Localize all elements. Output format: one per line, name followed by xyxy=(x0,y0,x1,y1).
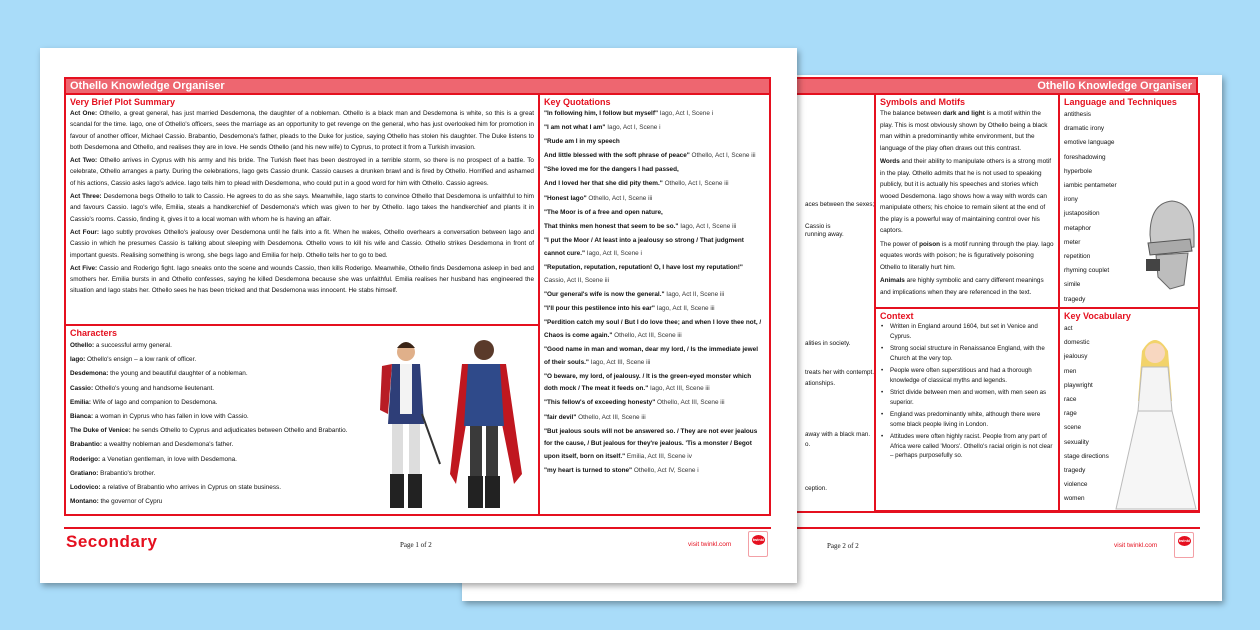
text: Emilia, Act III, Scene iv xyxy=(625,453,692,461)
bold-term: Act Two: xyxy=(70,157,98,165)
text: he sends Othello to Cyprus and adjudicates between Othello and Brabantio. xyxy=(130,427,348,435)
page-1 xyxy=(40,48,797,583)
quotation xyxy=(544,136,765,149)
text: a wealthy nobleman and Desdemona's father. xyxy=(101,441,234,449)
quotation xyxy=(544,289,765,302)
quotation xyxy=(544,317,765,343)
context-item: • People were often superstitious and had a thorough knowledge of classical myths and legends. xyxy=(880,366,1054,385)
section-heading: Key Quotations xyxy=(544,97,611,107)
text-fragment: ationships. xyxy=(805,380,836,387)
characters-illustration xyxy=(374,334,524,512)
vocabulary-section xyxy=(1058,307,1200,512)
symbol-paragraph xyxy=(880,239,1054,274)
bold-term: Montano: xyxy=(70,498,99,506)
bold-term: Act Five: xyxy=(70,264,98,272)
section-heading: Characters xyxy=(70,328,118,338)
text: Othello, Act III, Scene iii xyxy=(655,399,725,407)
text: Othello's young and handsome lieutenant. xyxy=(93,384,215,392)
plot-summary-section xyxy=(64,93,540,326)
text-fragment: ception. xyxy=(805,485,828,492)
act-summary xyxy=(70,108,534,153)
technique-item: repetition xyxy=(1064,253,1091,261)
text: The balance between xyxy=(880,110,943,117)
quotation xyxy=(544,371,765,397)
text: Cassio and Roderigo fight. Iago sneaks onto the scene and wounds Cassio, then kills Roderigo. Meanwhile, Othello finds Desdemona asleep in bed and smothers her. Emilia bursts in and Othello confesses, saying he killed Desdemona because she was unfaithful. Emilia realises her husband has engineered the situation and Iago stabs her. Othello sees he has been tricked and that Desdemona was innocent. He stabs himself. xyxy=(70,264,534,295)
technique-item: simile xyxy=(1064,281,1081,289)
technique-item: justaposition xyxy=(1064,210,1100,218)
vocabulary-item: sexuality xyxy=(1064,438,1089,446)
bold-term: The Duke of Venice: xyxy=(70,427,131,435)
text: Othello, Act I, Scene iii xyxy=(689,152,756,160)
bold-term: Act Four: xyxy=(70,228,100,236)
quotation xyxy=(544,344,765,370)
vocabulary-item: stage directions xyxy=(1064,452,1109,460)
secondary-brand: Secondary xyxy=(66,532,158,551)
bold-term: Gratiano: xyxy=(70,469,99,477)
bold-term: "In following him, I follow but myself" xyxy=(544,110,658,117)
bold-term: And little blessed with the soft phrase of peace" xyxy=(544,152,690,160)
cassio-figure xyxy=(380,342,440,508)
quotation xyxy=(544,412,765,425)
characters-section xyxy=(64,324,540,516)
bold-term: That thinks men honest that seem to be so." xyxy=(544,222,679,230)
bold-term: dark and light xyxy=(942,110,985,117)
bold-term: Brabantio: xyxy=(70,441,102,449)
bold-term: "This fellow's of exceeding honesty" xyxy=(544,399,656,407)
quotation xyxy=(544,178,765,191)
bold-term: Words xyxy=(880,158,900,165)
bold-term: Desdemona: xyxy=(70,370,109,378)
bold-term: "I am not what I am" xyxy=(544,124,606,132)
text: the governor of Cypru xyxy=(98,498,163,506)
text: Othello, a great general, has just married Desdemona, the daughter of a nobleman. Othello is a black man and Desdemona is white, so this is a great scandal for the time. Iago, one of Othello's officers, sees the marriage as an opportunity to get revenge on the general, who has just overlooked him for promotion in favour of another officer, Michael Cassio. Brabantio, Desdemona's father, pleads to the Duke for justice, saying Othello has stolen his daughter. The Duke listens to both Desdemona and Othello, and realises they are in love. He sends Othello (and his new wife) to Cyprus, to protect it from a Turkish invasion. xyxy=(70,110,534,151)
bold-term: Bianca: xyxy=(70,413,94,421)
bold-term: poison xyxy=(919,240,941,248)
bold-term: Roderigo: xyxy=(70,455,101,463)
text: Othello, Act I, Scene iii xyxy=(586,194,653,202)
technique-item: metaphor xyxy=(1064,224,1091,232)
context-item: • Written in England around 1604, but set in Venice and Cyprus. xyxy=(880,322,1054,341)
quotation xyxy=(544,221,765,234)
bold-term: "I'll pour this pestilence into his ear" xyxy=(544,304,655,312)
bold-term: And I loved her that she did pity them." xyxy=(544,180,663,188)
section-heading: Very Brief Plot Summary xyxy=(70,97,176,107)
text: Othello arrives in Cyprus with his army and his bride. The Turkish fleet has been destroyed in a terrible storm, so there is no prospect of a battle. To celebrate, Othello arranges a party. During the celebrations, Iago gets Cassio drunk. Cassio causes a drunken brawl and is fired by Othello. Horrified and ashamed of his actions, Cassio asks Iago's advice. Iago tells him to plead with Desdemona, who could put in a good word for him with Othello. Cassio agrees. xyxy=(70,157,534,187)
technique-item: tragedy xyxy=(1064,295,1086,303)
vocabulary-item: scene xyxy=(1064,424,1082,432)
quotation xyxy=(544,122,765,135)
text: a Venetian gentleman, in love with Desdemona. xyxy=(100,455,237,463)
bold-term: Animals xyxy=(880,277,905,284)
technique-item: rhyming couplet xyxy=(1064,267,1110,275)
text: Othello, Act I, Scene iii xyxy=(662,180,729,188)
twinkl-link[interactable]: visit twinkl.com xyxy=(1114,542,1158,549)
bold-term: "my heart is turned to stone" xyxy=(544,467,633,475)
quotation xyxy=(544,193,765,206)
quotation xyxy=(544,108,765,121)
symbol-paragraph xyxy=(880,275,1054,298)
othello-figure xyxy=(450,340,522,508)
page-number: Page 1 of 2 xyxy=(400,541,432,549)
act-summary xyxy=(70,227,534,261)
technique-item: hyperbole xyxy=(1064,167,1093,175)
text: Desdemona begs Othello to talk to Cassio. He agrees to do as she says. Meanwhile, Iago starts to convince Othello that Desdemona is unfaithful to him and favours Cassio. Iago's wife, Emilia, steals a handkerchief of Desdemona's which was given to her by Othello. Iago takes the handkerchief and plants it in Cassio's rooms. Cassio, finding it, gives it to a local woman with whom he is having an affair. xyxy=(70,193,534,223)
text: Iago, Act II, Scene iii xyxy=(664,290,725,298)
bold-term: "O beware, my lord, of jealousy. / It is the green-eyed monster which doth mock / The meat it feeds on." xyxy=(544,372,752,393)
bold-term: "Reputation, reputation, reputation! O, I have lost my reputation!" xyxy=(544,263,743,271)
text: Othello, Act III, Scene iii xyxy=(576,413,646,421)
vocabulary-item: violence xyxy=(1064,481,1088,489)
symbol-paragraph xyxy=(880,156,1054,237)
quotation xyxy=(544,207,765,220)
technique-item: foreshadowing xyxy=(1064,153,1106,161)
text: Othello, Act IV, Scene i xyxy=(632,467,699,475)
technique-item: iambic pentameter xyxy=(1064,182,1117,190)
vocabulary-item: rage xyxy=(1064,410,1077,418)
bold-term: "Perdition catch my soul / But I do love thee; and when I love thee not, / Chaos is come again." xyxy=(544,318,762,339)
symbol-paragraph xyxy=(880,108,1054,154)
text: Iago, Act II, Scene iii xyxy=(654,304,715,312)
bold-term: Othello: xyxy=(70,342,95,349)
text: Iago, Act III, Scene iii xyxy=(648,385,710,393)
section-heading: Symbols and Motifs xyxy=(880,97,966,107)
twinkl-link[interactable]: visit twinkl.com xyxy=(688,541,732,548)
bold-term: Act Three: xyxy=(70,193,102,201)
helmet-illustration xyxy=(1140,195,1198,290)
twinkl-logo: twinkl xyxy=(748,531,768,557)
technique-item: irony xyxy=(1064,196,1078,204)
quotation xyxy=(544,262,765,288)
text: Iago, Act III, Scene iii xyxy=(588,358,651,366)
text: Iago, Act I, Scene i xyxy=(658,110,714,117)
technique-item: meter xyxy=(1064,238,1081,246)
act-summary xyxy=(70,263,534,297)
bold-term: Lodovico: xyxy=(70,484,101,492)
context-section xyxy=(874,307,1060,512)
vocabulary-item: jealousy xyxy=(1064,353,1088,361)
desdemona-illustration xyxy=(1112,331,1198,511)
vocabulary-item: playwright xyxy=(1064,381,1093,389)
act-summary xyxy=(70,155,534,189)
vocabulary-item: women xyxy=(1064,495,1085,503)
text: Iago, Act I, Scene i xyxy=(605,124,661,132)
text: Wife of Iago and companion to Desdemona. xyxy=(90,398,218,406)
text-fragment: Cassio is xyxy=(805,223,831,230)
key-quotations-section xyxy=(538,93,771,516)
bold-term: "fair devil" xyxy=(544,413,577,421)
bold-term: Cassio: xyxy=(70,384,94,392)
context-item: • England was predominantly white, although there were some black people living in London. xyxy=(880,410,1054,429)
quotation xyxy=(544,235,765,261)
text-fragment: running away. xyxy=(805,231,844,238)
vocabulary-item: domestic xyxy=(1064,339,1090,347)
text: a successful army general. xyxy=(94,342,172,349)
text: The power of xyxy=(880,240,920,248)
quotation xyxy=(544,164,765,177)
context-item: • Strong social structure in Renaissance England, with the Church at the very top. xyxy=(880,344,1054,363)
section-heading: Language and Techniques xyxy=(1064,97,1177,107)
bold-term: "Our general's wife is now the general." xyxy=(544,290,665,298)
quotation xyxy=(544,426,765,464)
text: Iago subtly provokes Othello's jealousy over Desdemona until he falls into a fit. When he wakes, Othello overhears a conversation between Iago and Cassio in which he presumes Cassio is talking about sleeping with Desdemona. Othello vows to kill his wife and Cassio. Othello strikes Desdemona in front of important guests. Realising something is wrong, she begs Iago and Emilia for help. Othello tells her to go to bed. xyxy=(70,228,534,259)
technique-item: dramatic irony xyxy=(1064,125,1105,133)
bold-term: Act One: xyxy=(70,110,98,117)
text: and their ability to manipulate others is a strong motif in the play. Othello admits that he is not used to speaking publicly, but it is actually his speeches and stories which wooed Desdemona. Iago shows how a way with words can manipulate others; his choice to remain silent at the end of the play is a powerful way of maintaining control over his captors. xyxy=(880,158,1052,234)
text: a woman in Cyprus who has fallen in love with Cassio. xyxy=(93,413,249,421)
text: Othello, Act III, Scene iii xyxy=(612,331,682,339)
bold-term: "Good name in man and woman, dear my lord, / Is the immediate jewel of their souls." xyxy=(544,345,758,366)
context-item: • Strict divide between men and women, with men seen as superior. xyxy=(880,388,1054,407)
text: the young and beautiful daughter of a nobleman. xyxy=(108,370,248,378)
text-fragment: away with a black man. xyxy=(805,431,871,438)
vocabulary-item: act xyxy=(1064,325,1073,332)
text: is a motif running through the play. Iago equates words with poison; he is figuratively poisoning Othello to literally hurt him. xyxy=(880,240,1054,271)
technique-item: emotive language xyxy=(1064,139,1115,147)
bold-term: "The Moor is of a free and open nature, xyxy=(544,208,663,216)
page-number: Page 2 of 2 xyxy=(827,542,859,550)
language-section xyxy=(1058,93,1200,309)
context-item: • Attitudes were often highly racist. People from any part of Africa were called 'Moors'. Othello's racial origin is not clear – perhaps purposefully so. xyxy=(880,432,1054,461)
text-fragment: o. xyxy=(805,441,811,448)
vocabulary-item: race xyxy=(1064,396,1077,404)
text: Iago, Act I, Scene iii xyxy=(678,222,737,230)
text: are highly symbolic and carry different meanings and implications when they are referenced in the text. xyxy=(880,277,1044,296)
act-summary xyxy=(70,191,534,225)
bold-term: "But jealous souls will not be answered so. / They are not ever jealous for the cause, / But jealous for they're jealous. 'Tis a monster / Begot upon itself, born on itself." xyxy=(544,427,758,461)
page-title: Othello Knowledge Organiser xyxy=(64,77,771,95)
quotation xyxy=(544,397,765,410)
text-fragment: treats her with contempt. xyxy=(805,369,874,376)
text-fragment: aces between the sexes; xyxy=(805,201,875,208)
section-heading: Key Vocabulary xyxy=(1064,311,1131,321)
bold-term: "She loved me for the dangers I had passed, xyxy=(544,166,679,174)
text: Othello's ensign – a low rank of officer. xyxy=(85,356,197,364)
text: Cassio, Act II, Scene iii xyxy=(544,276,609,284)
bold-term: "Rude am I in my speech xyxy=(544,138,620,146)
footer-line xyxy=(64,527,771,529)
text: a relative of Brabantio who arrives in Cyprus on state business. xyxy=(100,484,281,492)
quotation xyxy=(544,150,765,163)
vocabulary-item: men xyxy=(1064,367,1077,375)
text: is a motif within the play. This is most obviously shown by Othello being a black man within a predominantly white environment, but the language of the play often draws out this contrast. xyxy=(880,110,1048,152)
bold-term: Iago: xyxy=(70,356,86,364)
symbols-section xyxy=(874,93,1060,309)
quotation xyxy=(544,303,765,316)
section-heading: Context xyxy=(880,311,914,321)
quotation xyxy=(544,465,765,478)
text: Brabantio's brother. xyxy=(98,469,156,477)
twinkl-logo: twinkl xyxy=(1174,532,1194,558)
page-title: Othello Knowledge Organiser xyxy=(462,77,1198,95)
technique-item: antithesis xyxy=(1064,111,1091,118)
bold-term: "I put the Moor / At least into a jealousy so strong / That judgment cannot cure." xyxy=(544,236,744,257)
text-fragment: alities in society. xyxy=(805,340,851,347)
text: Iago, Act II, Scene i xyxy=(585,249,642,257)
bold-term: Emilia: xyxy=(70,398,91,406)
vocabulary-item: tragedy xyxy=(1064,467,1086,475)
bold-term: "Honest Iago" xyxy=(544,194,587,202)
